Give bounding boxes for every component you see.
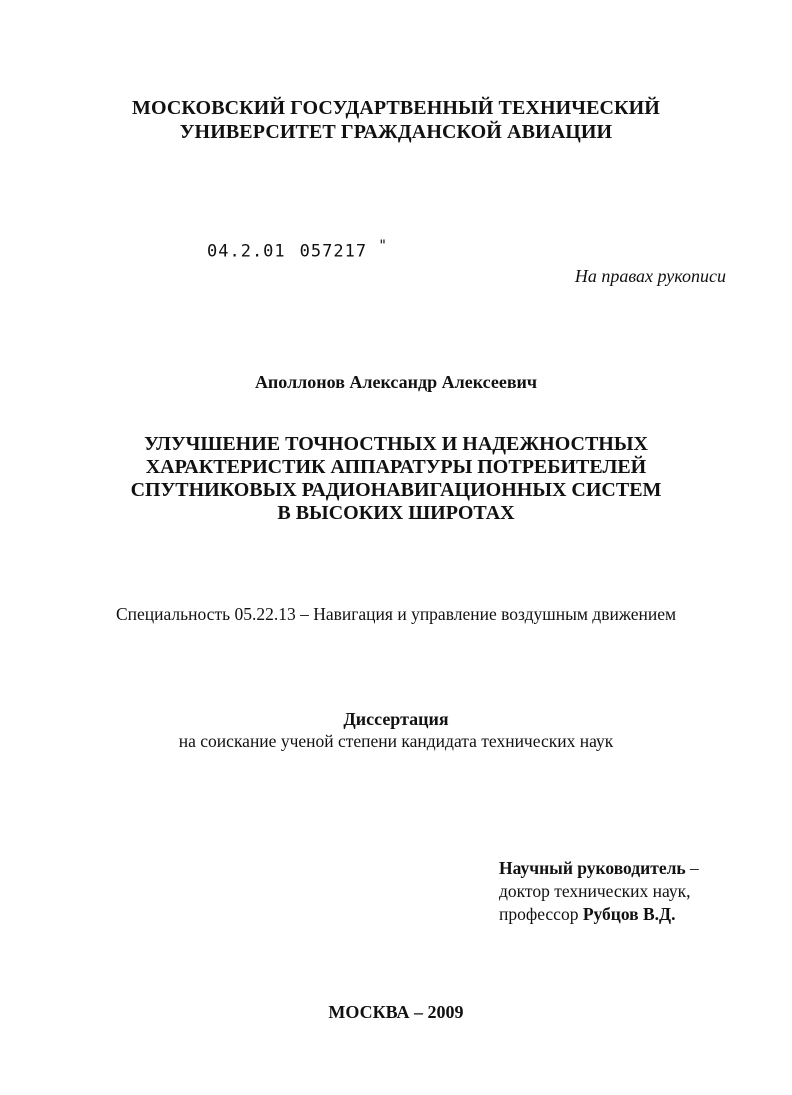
advisor-name: Рубцов В.Д.	[582, 904, 676, 924]
library-stamp	[207, 238, 388, 262]
stamp-code: 04.2.01	[207, 241, 286, 262]
stamp-mark: "	[378, 238, 388, 254]
author-name: Аполлонов Александр Алексеевич	[254, 372, 538, 392]
title-line-1: УЛУЧШЕНИЕ ТОЧНОСТНЫХ И НАДЕЖНОСТНЫХ	[144, 433, 648, 455]
work-type: Диссертация	[343, 709, 449, 729]
university-line-2: УНИВЕРСИТЕТ ГРАЖДАНСКОЙ АВИАЦИИ	[179, 121, 613, 143]
advisor-label: Научный руководитель	[499, 858, 686, 878]
advisor-label-line	[499, 857, 699, 880]
title-line-2: ХАРАКТЕРИСТИК АППАРАТУРЫ ПОТРЕБИТЕЛЕЙ	[145, 456, 647, 478]
advisor-dash: –	[685, 858, 699, 878]
degree-line: на соискание ученой степени кандидата технических наук	[178, 731, 614, 751]
title-line-4: В ВЫСОКИХ ШИРОТАХ	[277, 502, 515, 524]
stamp-number: 057217	[299, 241, 368, 262]
rights-note: На правах рукописи	[574, 266, 726, 286]
university-line-1: МОСКОВСКИЙ ГОСУДАРТВЕННЫЙ ТЕХНИЧЕСКИЙ	[132, 97, 660, 119]
university-name	[0, 96, 792, 144]
city-year: МОСКВА – 2009	[328, 1002, 464, 1022]
scientific-advisor	[499, 857, 699, 926]
specialty-line: Специальность 05.22.13 – Навигация и управление воздушным движением	[115, 604, 677, 624]
title-line-3: СПУТНИКОВЫХ РАДИОНАВИГАЦИОННЫХ СИСТЕМ	[130, 479, 662, 501]
thesis-title	[0, 433, 792, 525]
advisor-degree: доктор технических наук,	[499, 881, 691, 901]
advisor-title: профессор	[499, 904, 583, 924]
advisor-name-line	[499, 903, 699, 926]
